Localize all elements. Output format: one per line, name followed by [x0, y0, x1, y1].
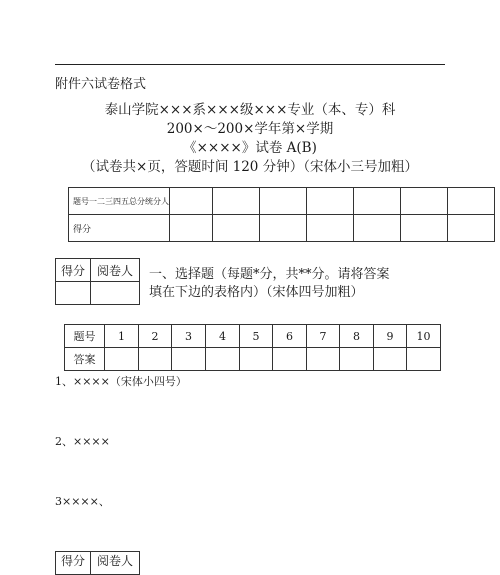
- table-row: [56, 552, 140, 575]
- exam-header-line1: 泰山学院×××系×××级×××专业（本、专）科: [104, 102, 396, 118]
- bottom-score-label: 得分: [56, 552, 91, 575]
- answer-number-label: 题号: [65, 325, 105, 348]
- grader-score-label: 得分: [56, 259, 91, 282]
- attachment-title: 附件六试卷格式: [55, 77, 147, 92]
- grader-reviewer-cell[interactable]: [91, 282, 140, 305]
- score-cell[interactable]: [213, 215, 260, 242]
- question-number: 6: [273, 325, 307, 348]
- table-row: [69, 215, 495, 242]
- question-number: 9: [374, 325, 407, 348]
- exam-header-line2: 200×～200×学年第×学期: [166, 121, 334, 137]
- table-cell: [354, 188, 401, 215]
- answer-cell[interactable]: [240, 348, 273, 371]
- score-cell[interactable]: [354, 215, 401, 242]
- answer-cell[interactable]: [139, 348, 172, 371]
- score-cell[interactable]: [401, 215, 448, 242]
- answer-cell[interactable]: [307, 348, 340, 371]
- question-item: 1、××××（宋体小四号）: [55, 375, 187, 388]
- table-cell: [401, 188, 448, 215]
- score-header-label: 题号一二三四五总分统分人: [69, 188, 170, 215]
- score-cell[interactable]: [170, 215, 213, 242]
- table-cell: [448, 188, 495, 215]
- score-cell[interactable]: [448, 215, 495, 242]
- question-number: 8: [340, 325, 374, 348]
- question-number: 10: [407, 325, 441, 348]
- question-item: 3××××、: [55, 495, 110, 508]
- bottom-reviewer-label: 阅卷人: [91, 552, 140, 575]
- question-number: 3: [172, 325, 206, 348]
- table-cell: [307, 188, 354, 215]
- table-cell: [170, 188, 213, 215]
- answer-cell[interactable]: [374, 348, 407, 371]
- score-cell[interactable]: [260, 215, 307, 242]
- grader-box: [55, 258, 140, 305]
- table-cell: [260, 188, 307, 215]
- exam-title: 《××××》试卷 A(B): [183, 140, 317, 156]
- question-number: 7: [307, 325, 340, 348]
- bottom-grader-box: [55, 551, 140, 575]
- question-number: 5: [240, 325, 273, 348]
- table-row: [65, 325, 441, 348]
- answer-table: [64, 324, 441, 371]
- exam-instructions: （试卷共×页，答题时间 120 分钟）（宋体小三号加粗）: [82, 159, 418, 175]
- section-one-heading: 一、选择题（每题*分，共**分。请将答案: [149, 267, 390, 282]
- question-number: 1: [105, 325, 139, 348]
- grader-reviewer-label: 阅卷人: [91, 259, 140, 282]
- answer-cell[interactable]: [105, 348, 139, 371]
- answer-cell[interactable]: [340, 348, 374, 371]
- score-summary-table: [68, 187, 495, 242]
- question-number: 2: [139, 325, 172, 348]
- question-number: 4: [206, 325, 240, 348]
- table-row: [69, 188, 495, 215]
- score-row-label: 得分: [69, 215, 170, 242]
- table-row: [56, 259, 140, 282]
- answer-cell[interactable]: [206, 348, 240, 371]
- answer-cell[interactable]: [172, 348, 206, 371]
- table-row: [56, 282, 140, 305]
- answer-cell[interactable]: [273, 348, 307, 371]
- answer-cell[interactable]: [407, 348, 441, 371]
- table-row: [65, 348, 441, 371]
- question-item: 2、××××: [55, 435, 110, 448]
- answer-row-label: 答案: [65, 348, 105, 371]
- score-cell[interactable]: [307, 215, 354, 242]
- grader-score-cell[interactable]: [56, 282, 91, 305]
- table-cell: [213, 188, 260, 215]
- section-one-subheading: 填在下边的表格内）（宋体四号加粗）: [149, 285, 364, 300]
- header-rule: [55, 64, 445, 65]
